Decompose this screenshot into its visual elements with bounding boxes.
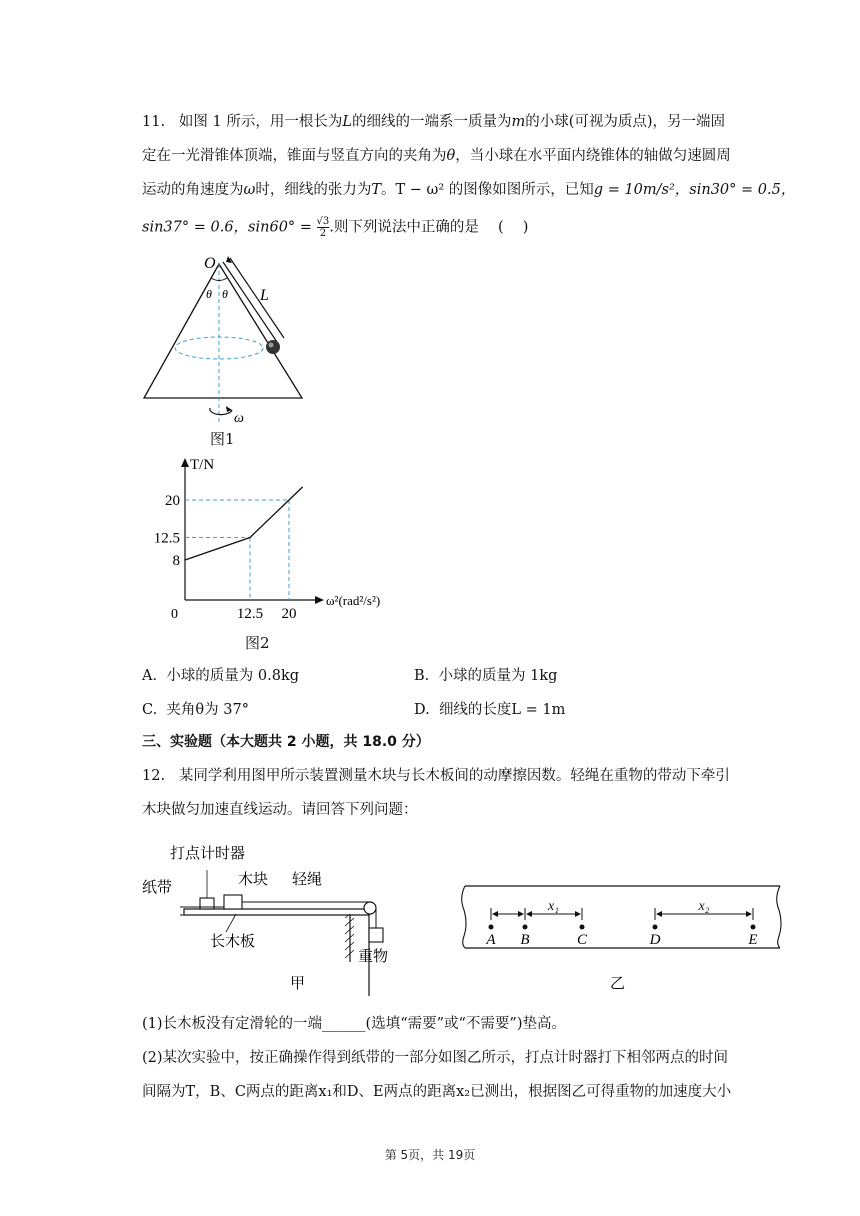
dimension-arrow	[526, 911, 532, 917]
q11-line4	[142, 216, 528, 239]
dimension-arrow	[656, 911, 662, 917]
sin-values: sin37° = 0.6，sin60° =	[142, 219, 317, 236]
tape-label-a: A	[486, 932, 496, 948]
y-tick-label: 8	[172, 553, 180, 569]
dimension-arrow	[575, 911, 581, 917]
q11-text: 。T − ω² 的图像如图所示，已知	[381, 182, 594, 198]
tape-dot-e	[751, 925, 756, 930]
q12-sub2-line1: (2)某次实验中，按正确操作得到纸带的一部分如图乙所示，打点计时器打下相邻两点的时间	[142, 1050, 729, 1066]
q11-text: 的小球(可视为质点)，另一端固	[525, 114, 726, 130]
var-T: T	[371, 182, 381, 198]
y-tick-label: 12.5	[153, 530, 180, 547]
figure-jia-apparatus	[140, 836, 410, 996]
option-text: 细线的长度L = 1m	[438, 702, 566, 718]
label-weight: 重物	[358, 949, 389, 965]
fraction-denominator: 2	[319, 228, 327, 239]
q11-text: .则下列说法中正确的是 ( )	[329, 219, 529, 236]
dimension-arrow	[746, 911, 752, 917]
label-L: L	[260, 287, 269, 304]
fraction-numerator: √3	[316, 216, 330, 227]
y-axis-label: T/N	[190, 457, 215, 473]
var-L: L	[342, 114, 352, 130]
dimension-label-x1: x₁	[547, 899, 560, 914]
option-letter: B.	[414, 668, 430, 684]
var-omega: ω	[243, 182, 256, 198]
q11-text: 如图 1 所示，用一根长为	[178, 114, 343, 130]
x-axis-label: ω²(rad²/s²)	[326, 593, 381, 608]
q11-text: 运动的角速度为	[142, 182, 244, 198]
q12-number: 12.	[142, 768, 166, 784]
tape-dot-d	[653, 925, 658, 930]
q11-number: 11.	[142, 114, 166, 130]
option-a[interactable]	[142, 664, 299, 685]
q11-text: 定在一光滑锥体顶端，锥面与竖直方向的夹角为	[142, 148, 447, 164]
label-theta-left: θ	[206, 287, 212, 301]
label-theta-right: θ	[222, 287, 228, 301]
option-text: 夹角θ为 37°	[166, 702, 249, 718]
option-letter: A.	[142, 668, 158, 684]
pulley	[364, 902, 376, 914]
option-letter: C.	[142, 702, 158, 718]
q11-text: 时，细线的张力为	[255, 182, 372, 198]
q11-text: 的细线的一端系一质量为	[351, 114, 512, 130]
x-axis-arrow	[315, 596, 324, 604]
tape-label-e: E	[748, 932, 758, 948]
wood-block	[224, 895, 242, 909]
section-3-title: 三、实验题（本大题共 2 小题，共 18.0 分）	[142, 734, 430, 750]
origin-label: 0	[171, 607, 178, 622]
figure-1-caption: 图1	[210, 430, 235, 448]
figure-1-cone	[140, 250, 315, 450]
tape-label-d: D	[649, 932, 661, 948]
caption-yi: 乙	[610, 976, 626, 992]
label-rope: 轻绳	[292, 872, 323, 888]
page-footer: 第 5页，共 19页	[384, 1148, 476, 1162]
option-text: 小球的质量为 1kg	[438, 668, 558, 684]
q11-text: ，当小球在水平面内绕锥体的轴做匀速圆周	[455, 148, 731, 164]
caption-jia: 甲	[290, 976, 306, 992]
tape-label-b: B	[520, 932, 530, 948]
label-O: O	[204, 255, 216, 272]
tape-dot-a	[489, 925, 494, 930]
label-tape: 纸带	[142, 880, 173, 896]
option-letter: D.	[414, 702, 430, 718]
label-omega: ω	[234, 411, 244, 426]
y-axis-arrow	[181, 458, 189, 467]
figure-2-graph	[140, 455, 430, 630]
dimension-arrow	[518, 911, 524, 917]
long-board	[184, 909, 369, 915]
q12-line2	[142, 800, 418, 820]
option-c[interactable]	[142, 698, 249, 719]
q12-text: 木块做匀加速直线运动。请回答下列问题：	[142, 802, 418, 818]
q12-text: 某同学利用图甲所示装置测量木块与长木板间的动摩擦因数。轻绳在重物的带动下牵引	[178, 768, 730, 784]
q11-line2	[142, 146, 731, 166]
q11-line1	[142, 112, 725, 132]
label-timer: 打点计时器	[170, 846, 246, 862]
option-d[interactable]	[414, 698, 565, 719]
label-board: 长木板	[210, 934, 256, 950]
q11-line3	[142, 180, 795, 200]
fraction	[317, 216, 330, 239]
q12-sub1: (1)长木板没有定滑轮的一端______(选填“需要”或“不需要”)垫高。	[142, 1016, 567, 1032]
g-equation: g = 10m/s²，sin30° = 0.5，	[593, 182, 796, 198]
dimension-arrow	[492, 911, 498, 917]
weight-box	[369, 928, 383, 942]
option-b[interactable]	[414, 664, 557, 685]
figure-2-caption: 图2	[245, 634, 270, 652]
y-tick-label: 20	[165, 493, 180, 509]
var-theta: θ	[446, 148, 456, 164]
tape-dot-b	[523, 925, 528, 930]
tape-dot-c	[580, 925, 585, 930]
q12-sub2-line2: 间隔为T，B、C两点的距离x₁和D、E两点的距离x₂已测出，根据图乙可得重物的加速度大小	[142, 1084, 732, 1100]
var-m: m	[511, 114, 526, 130]
option-text: 小球的质量为 0.8kg	[166, 668, 300, 684]
x-tick-label: 12.5	[236, 606, 264, 622]
series-line	[185, 487, 303, 560]
label-block: 木块	[238, 872, 269, 888]
x-tick-label: 20	[281, 606, 297, 622]
dimension-label-x2: x₂	[698, 899, 710, 914]
q12-line1	[142, 766, 730, 786]
figure-yi-tape	[455, 878, 785, 996]
tape-label-c: C	[576, 932, 588, 948]
